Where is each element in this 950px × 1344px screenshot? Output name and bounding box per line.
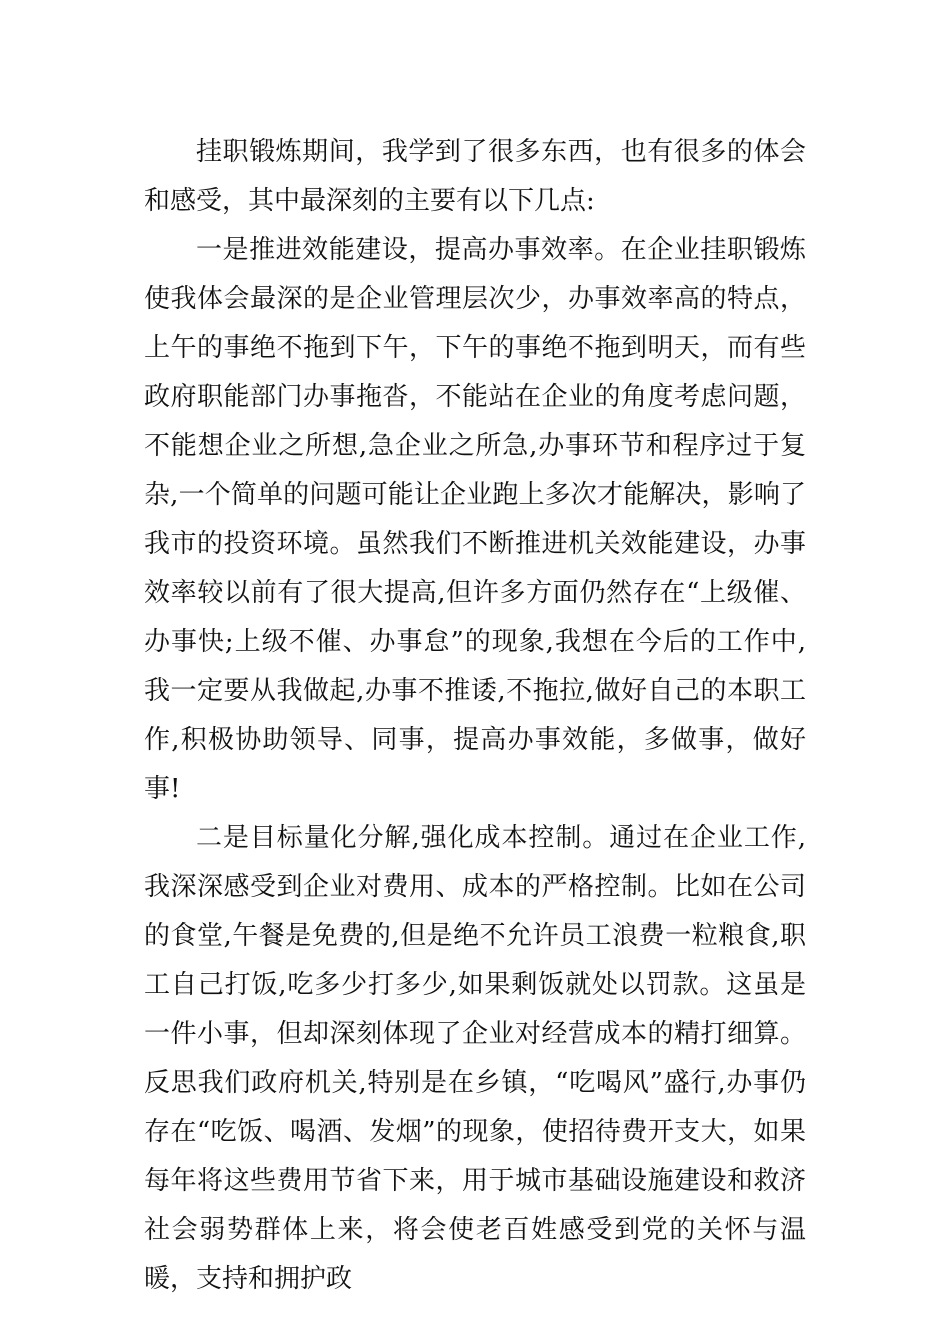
paragraph-efficiency: 一是推进效能建设，提高办事效率。在企业挂职锻炼使我体会最深的是企业管理层次少，办事效率高的特点，上午的事绝不拖到下午，下午的事绝不拖到明天，而有些政府职能部门办事拖沓，不能站在企业的角度考虑问题，不能想企业之所想,急企业之所急,办事环节和程序过于复杂,一个简单的问题可能让企业跑上多次才能解决，影响了我市的投资环境。虽然我们不断推进机关效能建设，办事效率较以前有了很大提高,但许多方面仍然存在“上级催、办事快;上级不催、办事怠”的现象,我想在今后的工作中,我一定要从我做起,办事不推诿,不拖拉,做好自己的本职工作,积极协助领导、同事，提高办事效能，多做事，做好事!: [144, 235, 806, 804]
document-body: [144, 128, 806, 1304]
paragraph-cost-control: 二是目标量化分解,强化成本控制。通过在企业工作,我深深感受到企业对费用、成本的严格控制。比如在公司的食堂,午餐是免费的,但是绝不允许员工浪费一粒粮食,职工自己打饭,吃多少打多少,如果剩饭就处以罚款。这虽是一件小事，但却深刻体现了企业对经营成本的精打细算。反思我们政府机关,特别是在乡镇，“吃喝风”盛行,办事仍存在“吃饭、喝酒、发烟”的现象，使招待费开支大，如果每年将这些费用节省下来，用于城市基础设施建设和救济社会弱势群体上来，将会使老百姓感受到党的关怀与温暖，支持和拥护政: [144, 823, 806, 1294]
paragraph-intro: 挂职锻炼期间，我学到了很多东西，也有很多的体会和感受，其中最深刻的主要有以下几点:: [144, 137, 806, 216]
